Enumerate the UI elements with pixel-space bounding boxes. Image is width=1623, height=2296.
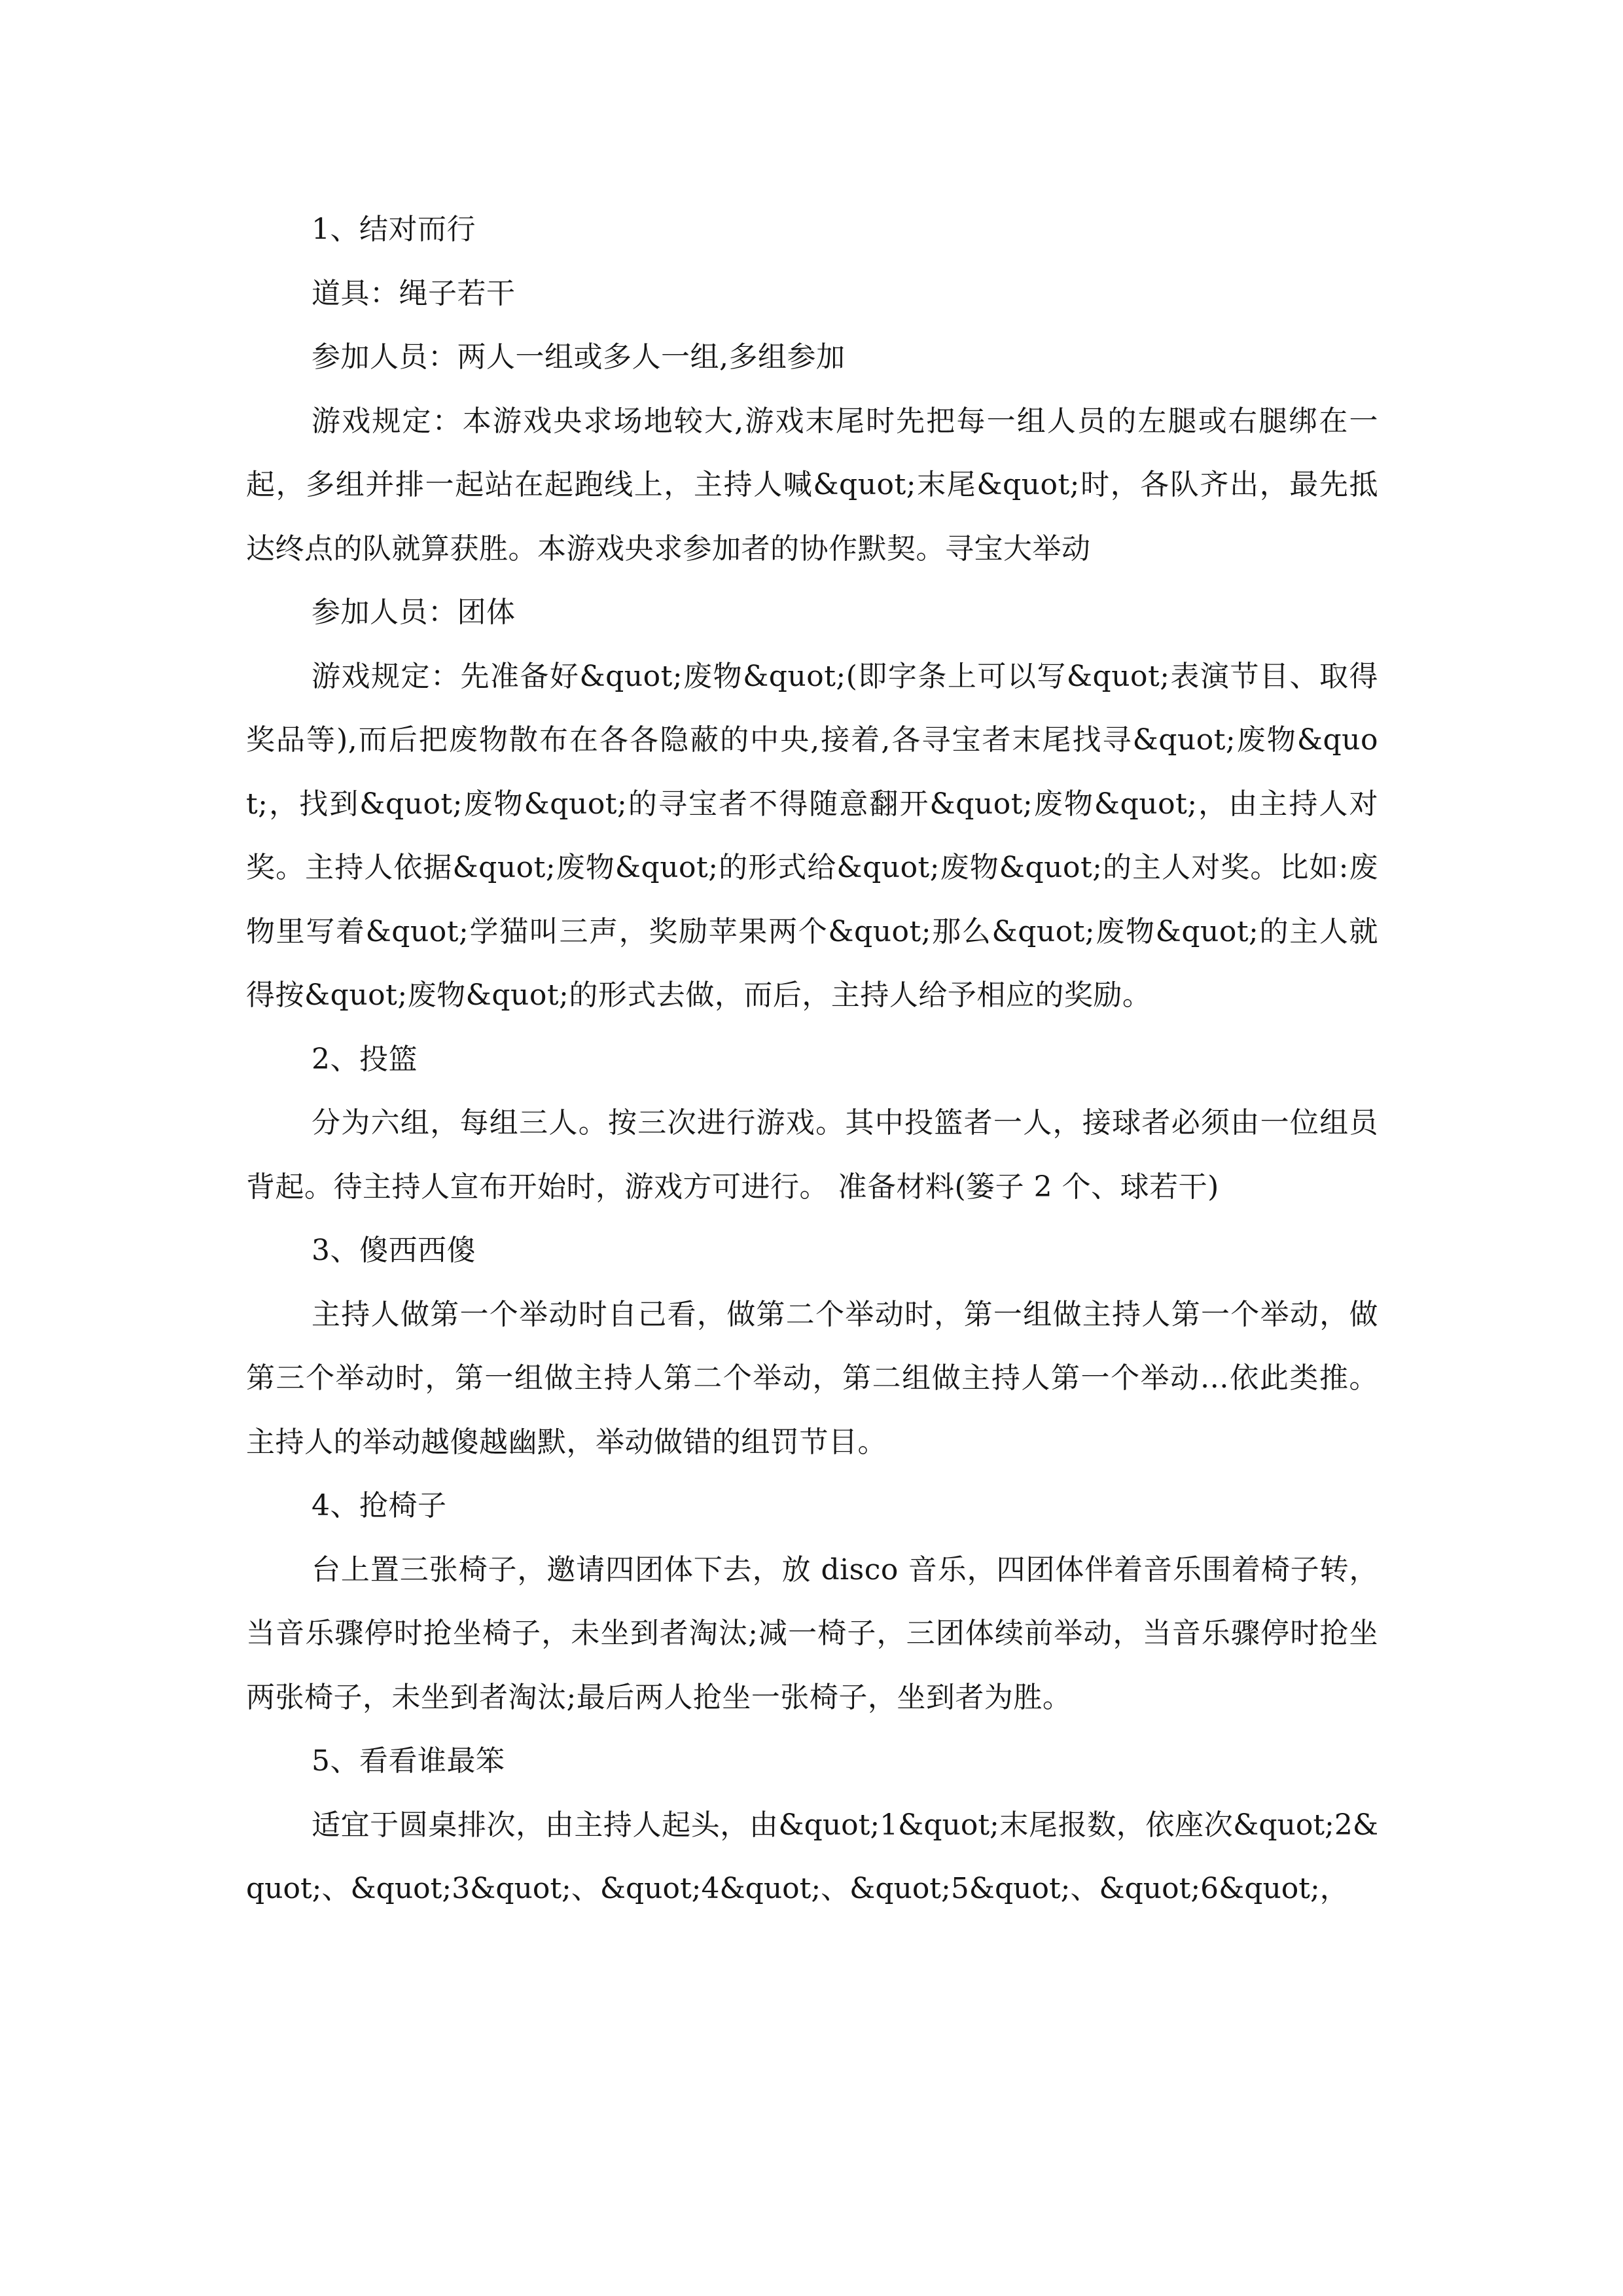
section-heading-pair-walking: 1、结对而行 (312, 213, 476, 246)
section-heading-basketball: 2、投篮 (312, 1042, 418, 1076)
section-heading-silly-mimic: 3、傻西西傻 (312, 1234, 476, 1267)
participants-line: 参加人员：两人一组或多人一组,多组参加 (312, 340, 846, 374)
section-heading-who-is-clumsy: 5、看看谁最笨 (312, 1744, 505, 1778)
musical-chairs-paragraph: 台上置三张椅子，邀请四团体下去，放 disco 音乐，四团体伴着音乐围着椅子转，当音乐骤停时抢坐椅子，未坐到者淘汰;减一椅子，三团体续前举动，当音乐骤停时抢坐两张椅子，未坐到者淘汰;最后两人抢坐一张椅子，坐到者为胜。 (246, 1552, 1378, 1714)
document-body (246, 198, 1378, 1921)
rules-paragraph-pair-walking: 游戏规定：本游戏央求场地较大,游戏末尾时先把每一组人员的左腿或右腿绑在一起，多组并排一起站在起跑线上，主持人喊&quot;末尾&quot;时，各队齐出，最先抵达终点的队就算获胜。本游戏央求参加者的协作默契。寻宝大举动 (246, 404, 1378, 565)
silly-mimic-paragraph: 主持人做第一个举动时自己看，做第二个举动时，第一组做主持人第一个举动，做第三个举动时，第一组做主持人第二个举动，第二组做主持人第一个举动…依此类推。主持人的举动越傻越幽默，举动做错的组罚节目。 (246, 1297, 1378, 1459)
props-line: 道具：绳子若干 (312, 276, 516, 310)
participants-line-treasure: 参加人员：团体 (312, 596, 516, 629)
basketball-paragraph: 分为六组，每组三人。按三次进行游戏。其中投篮者一人，接球者必须由一位组员背起。待主持人宣布开始时，游戏方可进行。 准备材料(篓子 2 个、球若干) (246, 1106, 1378, 1204)
who-is-clumsy-paragraph: 适宜于圆桌排次，由主持人起头，由&quot;1&quot;末尾报数，依座次&quot;2&quot;、&quot;3&quot;、&quot;4&quot;、&quot;5&quot;、&quot;6&quot;， (246, 1808, 1378, 1905)
section-heading-musical-chairs: 4、抢椅子 (312, 1489, 447, 1522)
rules-paragraph-treasure: 游戏规定：先准备好&quot;废物&quot;(即字条上可以写&quot;表演节目、取得奖品等),而后把废物散布在各各隐蔽的中央,接着,各寻宝者末尾找寻&quot;废物&quot;，找到&quot;废物&quot;的寻宝者不得随意翻开&quot;废物&quot;，由主持人对奖。主持人依据&quot;废物&quot;的形式给&quot;废物&quot;的主人对奖。比如:废物里写着&quot;学猫叫三声，奖励苹果两个&quot;那么&quot;废物&quot;的主人就得按&quot;废物&quot;的形式去做，而后，主持人给予相应的奖励。 (246, 659, 1378, 1012)
